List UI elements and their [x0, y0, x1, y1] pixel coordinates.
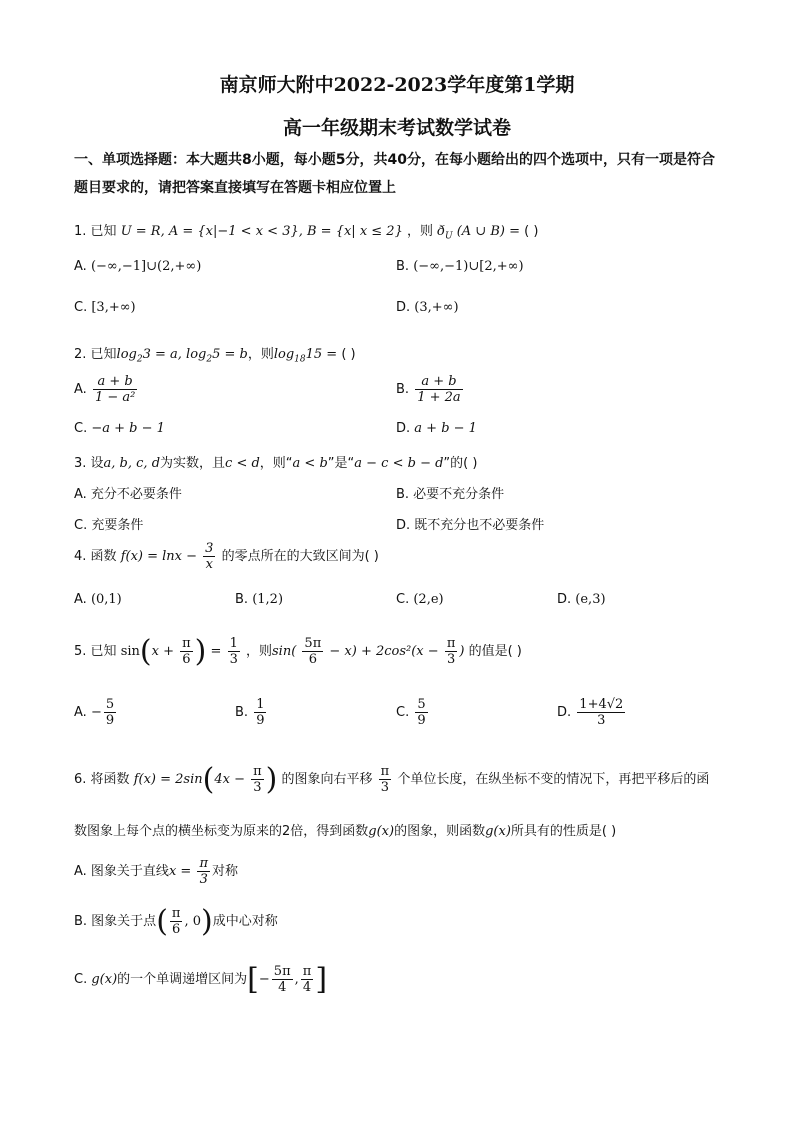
q2-option-d[interactable]: D. a + b − 1: [396, 421, 477, 436]
q6-option-c[interactable]: C. g(x)的一个单调递增区间为[− $\frac{5\pi}{4}$ , $\frac{\pi}{4}$ ]: [74, 962, 328, 997]
q4-option-b[interactable]: B. (1,2): [235, 592, 284, 607]
q5-option-b[interactable]: B. $\frac{1}{9}$: [235, 697, 265, 728]
q2-option-b[interactable]: B. $\frac{a + b}{1 + 2a}$: [396, 374, 461, 405]
question-2: 2. 已知$\log_23 = a$, $\log_25 = b$，则$\log_{18}15$ = ( ): [74, 347, 356, 365]
q3-option-d[interactable]: D. 既不充分也不必要条件: [396, 518, 545, 533]
q1-option-d[interactable]: D. (3,+∞): [396, 300, 459, 315]
question-5: 5. 已知 sin(x + $\frac{\pi}{6}$ ) = $\frac{1}{3}$ ，则sin( $\frac{5\pi}{6}$ − x) + 2cos²(x − $\frac{\pi}{3}$ ) 的值是( ): [74, 634, 522, 669]
question-4: 4. 函数 f(x) = lnx − $\frac{3}{x}$ 的零点所在的大致区间为( ): [74, 541, 379, 572]
q3-option-b[interactable]: B. 必要不充分条件: [396, 487, 505, 502]
page-subtitle: 高一年级期末考试数学试卷: [282, 117, 511, 139]
q6-option-b[interactable]: B. 图象关于点( $\frac{\pi}{6}$ , 0)成中心对称: [74, 904, 278, 939]
q3-option-c[interactable]: C. 充要条件: [74, 518, 144, 533]
section-heading: 一、单项选择题：本大题共8小题，每小题5分，共40分，在每小题给出的四个选项中，只有一项是符合题目要求的，请把答案直接填写在答题卡相应位置上: [74, 152, 715, 196]
question-1: 1. 已知 U = R, A = {x|−1 < x < 3}, B = {x| x ≤ 2} ，则 $ð_U$ (A ∪ B) = ( ): [74, 224, 539, 242]
q4-option-d[interactable]: D. (e,3): [557, 592, 606, 607]
q2-option-c[interactable]: C. −a + b − 1: [74, 421, 165, 436]
q3-option-a[interactable]: A. 充分不必要条件: [74, 487, 182, 502]
q4-option-a[interactable]: A. (0,1): [74, 592, 122, 607]
q5-option-c[interactable]: C. $\frac{5}{9}$: [396, 697, 426, 728]
question-3: 3. 设a, b, c, d为实数，且c < d，则“a < b”是“a − c < b − d”的( ): [74, 456, 478, 471]
q1-option-a[interactable]: A. (−∞,−1]∪(2,+∞): [74, 259, 202, 274]
q1-option-b[interactable]: B. (−∞,−1)∪[2,+∞): [396, 259, 524, 274]
q5-option-d[interactable]: D. $\frac{1+4√2}{3}$: [557, 697, 624, 728]
q4-option-c[interactable]: C. (2,e): [396, 592, 444, 607]
question-6-line-2: 数图象上每个点的横坐标变为原来的2倍，得到函数g(x)的图象，则函数g(x)所具有的性质是( ): [74, 824, 617, 839]
question-6: 6. 将函数 f(x) = 2sin(4x − $\frac{\pi}{3}$ ) 的图象向右平移 $\frac{\pi}{3}$ 个单位长度，在纵坐标不变的情况下，再把平移后的函: [74, 762, 710, 797]
q2-option-a[interactable]: A. $\frac{a + b}{\text{1 − a²}}$: [74, 374, 136, 405]
q6-option-a[interactable]: A. 图象关于直线x = $\frac{\pi}{3}$ 对称: [74, 856, 238, 887]
page-title: 南京师大附中2022-2023学年度第1学期: [219, 74, 575, 96]
q5-option-a[interactable]: A. − $\frac{5}{9}$: [74, 697, 115, 728]
q1-option-c[interactable]: C. [3,+∞): [74, 300, 136, 315]
